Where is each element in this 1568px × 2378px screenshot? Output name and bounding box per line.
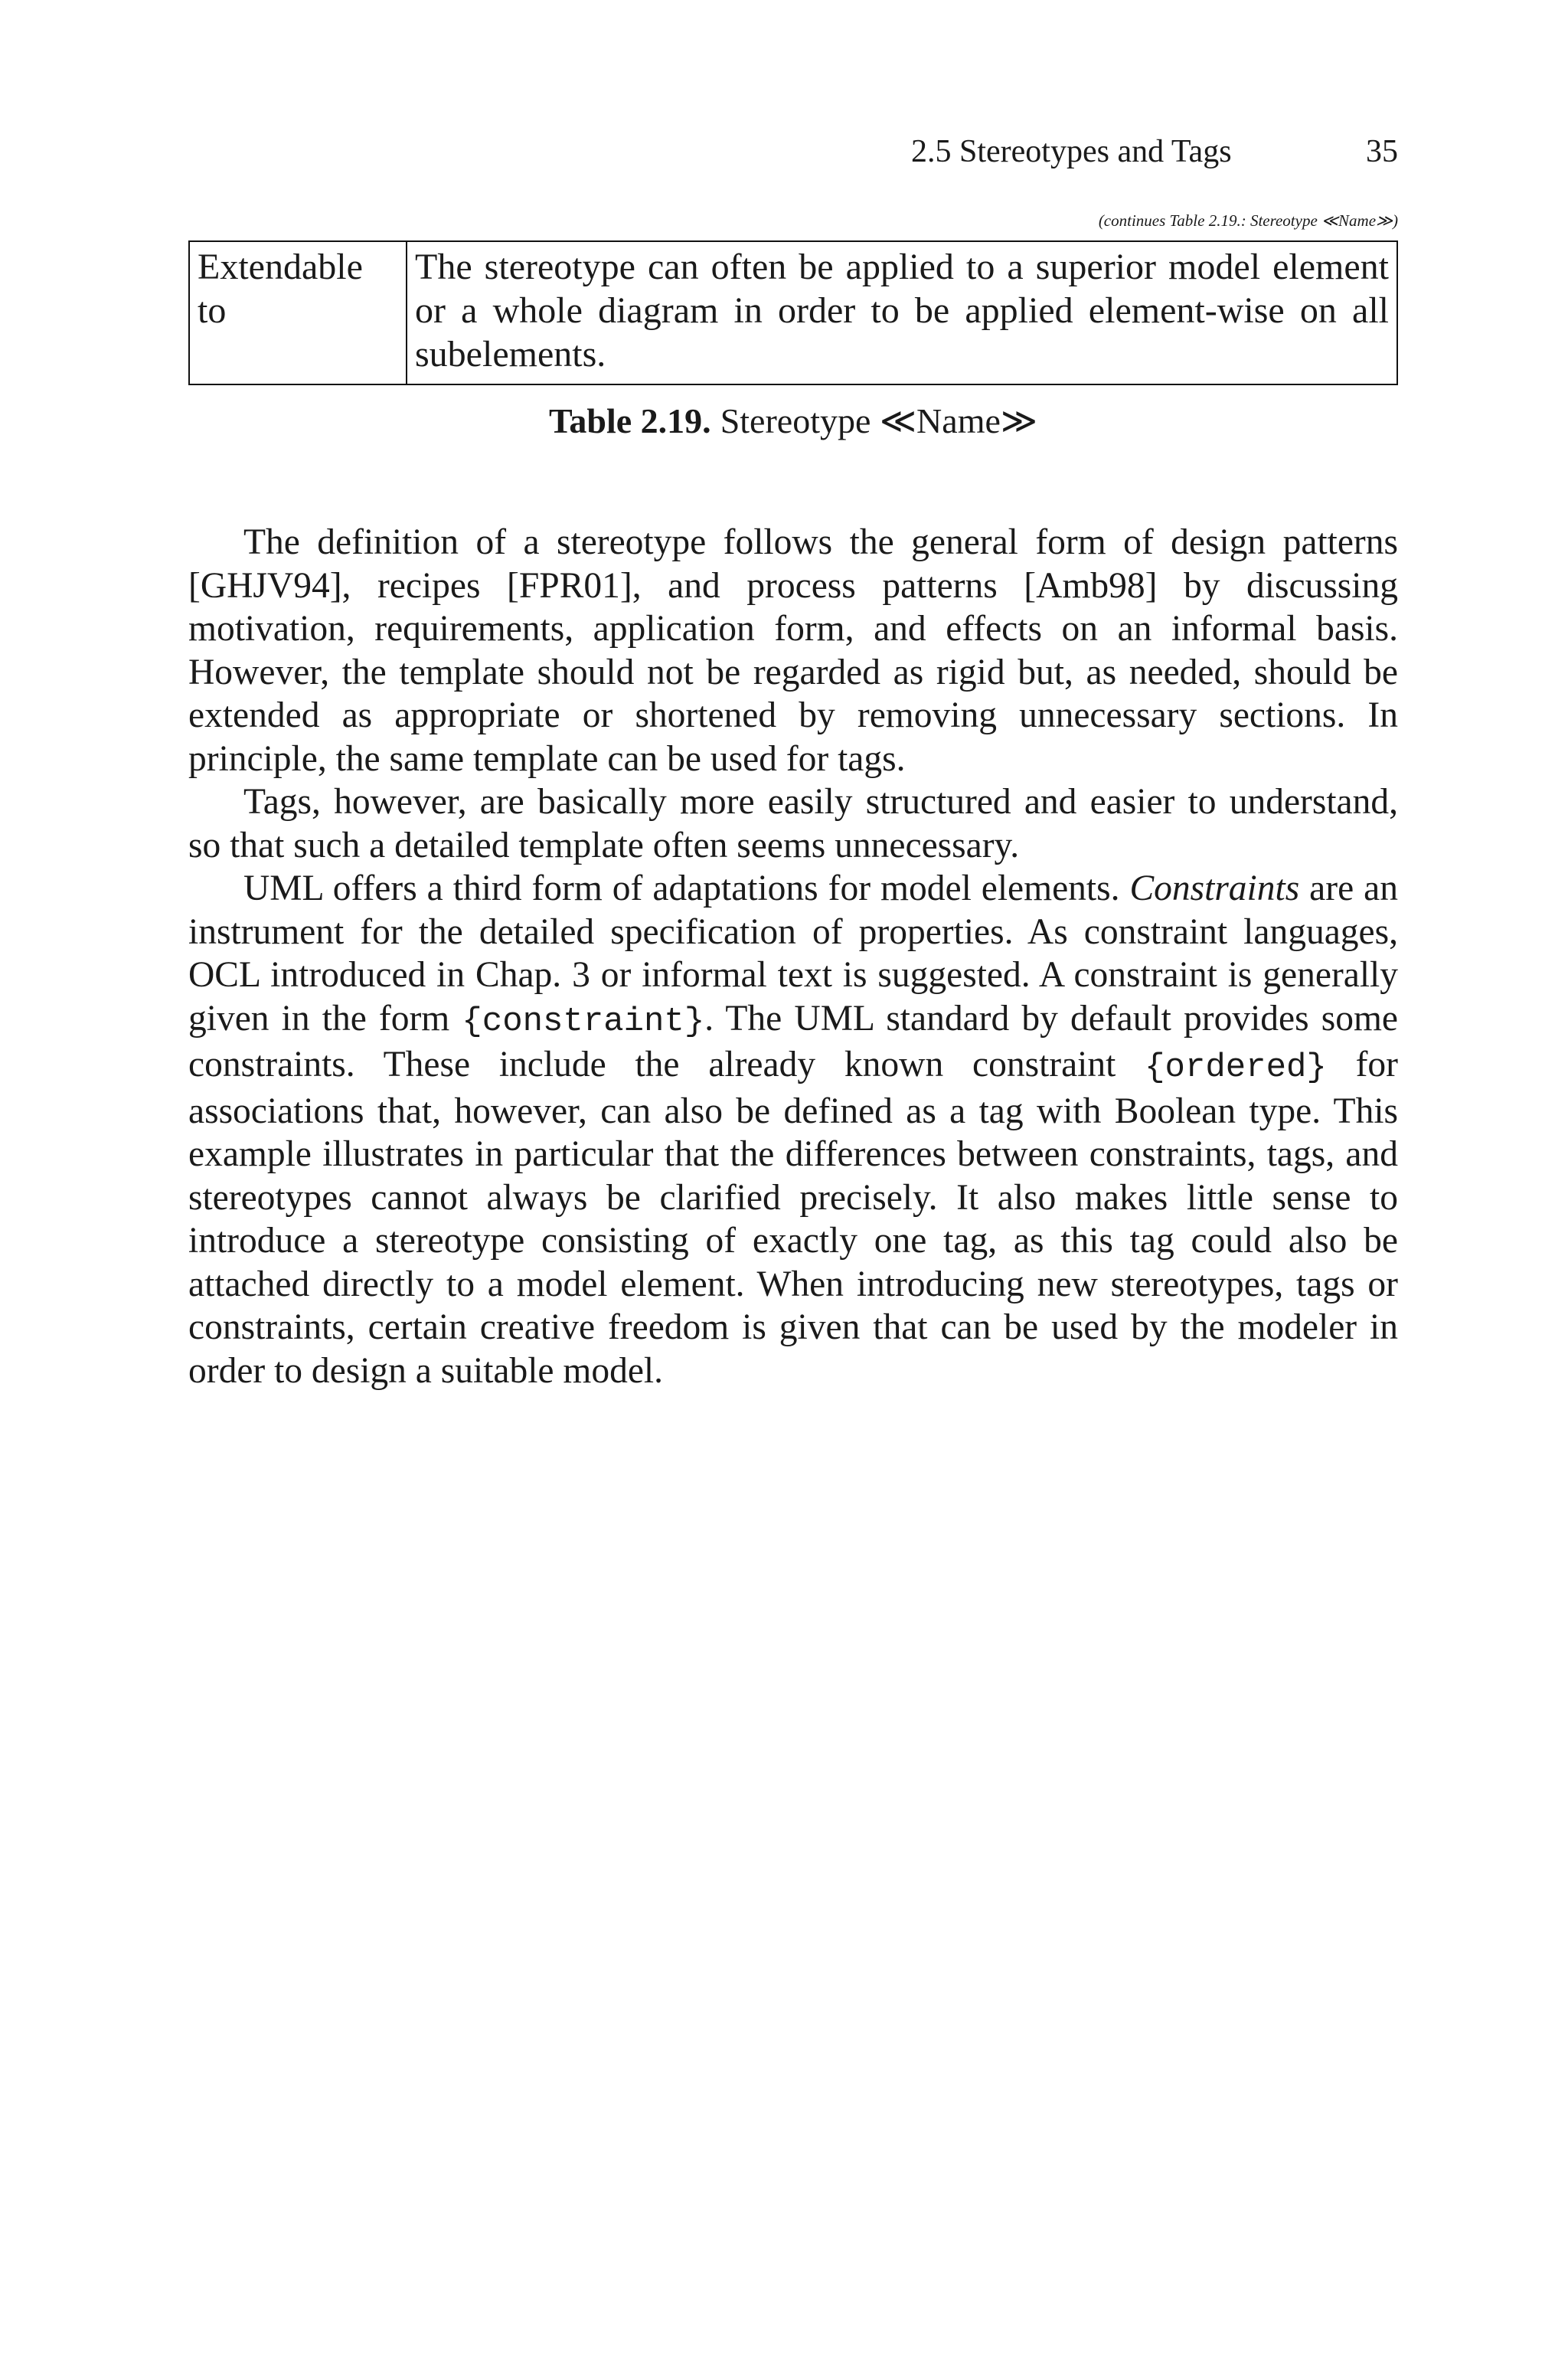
stereotype-table	[188, 240, 1398, 385]
table-caption-label: Table 2.19.	[548, 401, 711, 440]
code-ordered: {ordered}	[1145, 1048, 1327, 1087]
text-run: are an instrument for the detailed specification of properties. As constraint languages, OCL introduced in Chap. 3 or informal text is suggested. A constraint is generally given in the form	[188, 868, 1398, 1039]
text-run: . The UML standard by default provides some constraints. These include the already known constraint	[188, 998, 1398, 1084]
table-caption-text: Stereotype ≪Name≫	[720, 401, 1038, 440]
emphasis-constraints: Constraints	[1129, 868, 1300, 908]
text-run: UML offers a third form of adaptations for model elements.	[243, 868, 1130, 908]
paragraph	[188, 867, 1398, 1392]
table-row-label: Extendable to	[189, 241, 407, 384]
text-run: for associations that, however, can also be defined as a tag with Boolean type. This example illustrates in particular that the differences between constraints, tags, and stereotypes cannot always be clarified precisely. It also makes little sense to introduce a stereotype consisting of exactly one tag, as this tag could also be attached directly to a model element. When introducing new stereotypes, tags or constraints, certain creative freedom is given that can be used by the modeler in order to design a suitable model.	[188, 1045, 1398, 1391]
paragraph: Tags, however, are basically more easily structured and easier to understand, so that such a detailed template often seems unnecessary.	[188, 782, 1398, 865]
page-number: 35	[1366, 134, 1398, 169]
table-row-text: The stereotype can often be applied to a superior model element or a whole diagram in order to be applied element-wise on all subelements.	[407, 241, 1397, 384]
table-continuation-note: (continues Table 2.19.: Stereotype ≪Name≫)	[1098, 211, 1398, 230]
running-header	[911, 129, 1398, 175]
table-row	[189, 241, 1397, 384]
body-text	[188, 521, 1398, 1392]
paragraph: The definition of a stereotype follows the general form of design patterns [GHJV94], recipes [FPR01], and process patterns [Amb98] by discussing motivation, requirements, application form, and effects on an informal basis. However, the template should not be regarded as rigid but, as needed, should be extended as appropriate or shortened by removing unnecessary sections. In principle, the same template can be used for tags.	[188, 522, 1398, 779]
code-constraint: {constraint}	[462, 1002, 705, 1041]
running-header-title: 2.5 Stereotypes and Tags	[911, 134, 1232, 169]
table-caption	[0, 398, 1568, 444]
